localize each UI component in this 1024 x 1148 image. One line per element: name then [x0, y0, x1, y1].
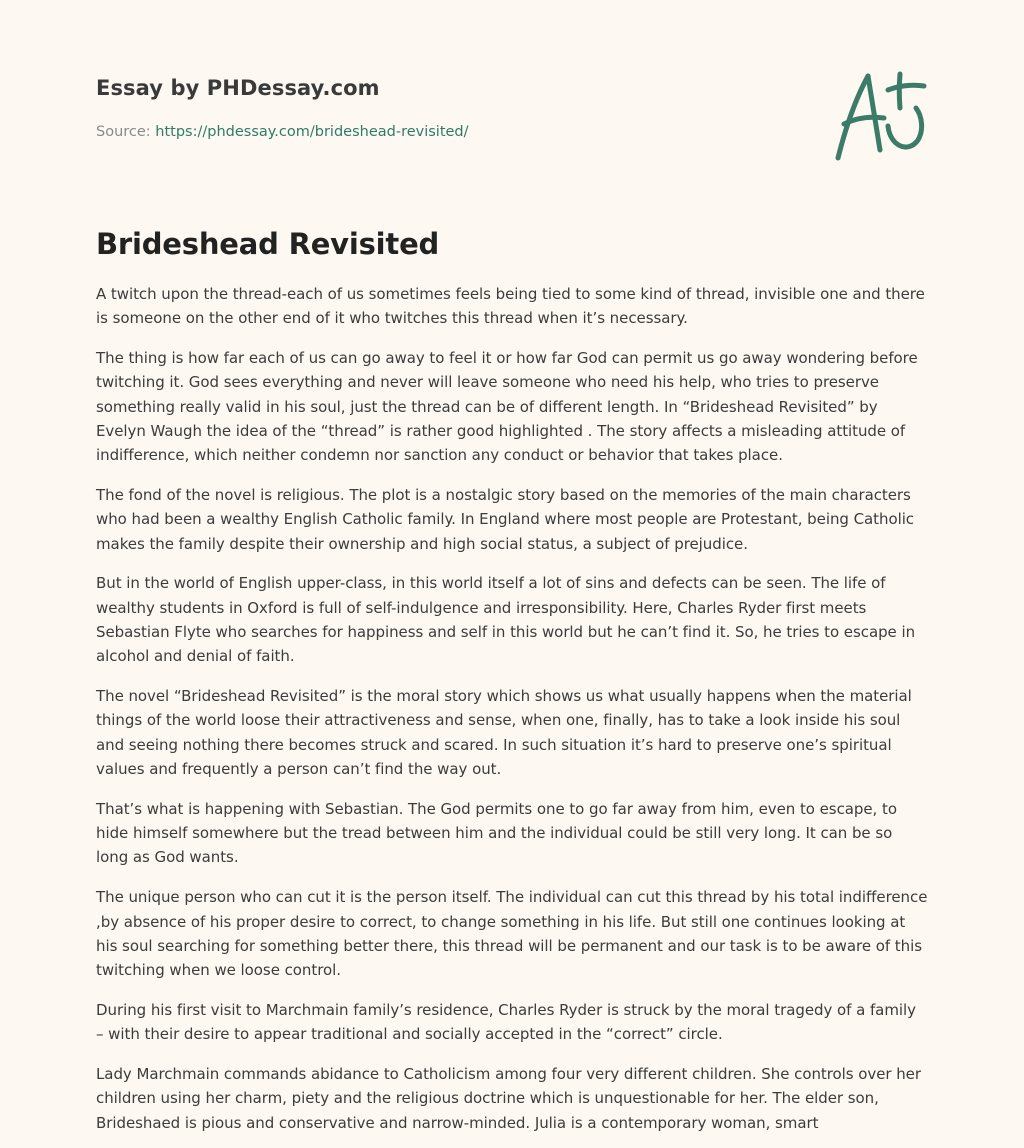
- essay-title: Brideshead Revisited: [96, 227, 440, 261]
- source-label: Source:: [96, 124, 151, 140]
- essay-paragraph: A twitch upon the thread-each of us sometimes feels being tied to some kind of thread, invisible one and there is someone on the other end of it who twitches this thread when it’s necessary.: [96, 285, 925, 328]
- source-line: [96, 124, 469, 140]
- essay-paragraph: The unique person who can cut it is the person itself. The individual can cut this thread by his total indifference ,by absence of his proper desire to correct, to change something in his life. But still one continues looking at his soul searching for something better there, this thread will be permanent and our task is to be aware of this twitching when we loose control.: [96, 888, 928, 980]
- essay-paragraph: During his first visit to Marchmain family’s residence, Charles Ryder is struck by the moral tragedy of a family – with their desire to appear traditional and socially accepted in the “correct” circle.: [96, 1000, 916, 1044]
- page-header: [96, 0, 928, 200]
- essay-paragraph: The fond of the novel is religious. The plot is a nostalgic story based on the memories of the main characters who had been a wealthy English Catholic family. In England where most people are Protestant, being Catholic makes the family despite their ownership and high social status, a subject of prejudice.: [96, 486, 915, 553]
- essay-paragraph: The thing is how far each of us can go away to feel it or how far God can permit us go away wondering before twitching it. God sees everything and never will leave someone who need his help, who tries to preserve something really valid in his soul, just the thread can be of different length. In “Brideshead Revisited” by Evelyn Waugh the idea of the “thread” is rather good highlighted . The story affects a misleading attitude of indifference, which neither condemn nor sanction any conduct or behavior that takes place.: [96, 349, 918, 465]
- site-brand: Essay by PHDessay.com: [96, 76, 380, 100]
- source-link[interactable]: https://phdessay.com/brideshead-revisited/: [155, 124, 469, 140]
- essay-paragraph: But in the world of English upper-class, in this world itself a lot of sins and defects can be seen. The life of wealthy students in Oxford is full of self-indulgence and irresponsibility. Here, Charles Ryder first meets Sebastian Flyte who searches for happiness and self in this world but he can’t find it. So, he tries to escape in alcohol and denial of faith.: [96, 574, 916, 666]
- a-plus-logo-icon: [826, 66, 930, 166]
- essay-paragraph: Lady Marchmain commands abidance to Catholicism among four very different children. She controls over her children using her charm, piety and the religious doctrine which is unquestionable for her. The elder son, Brideshaed is pious and conservative and narrow-minded. Julia is a contemporary woman, smart: [96, 1065, 921, 1132]
- essay-body: [96, 282, 928, 1135]
- essay-paragraph: That’s what is happening with Sebastian. The God permits one to go far away from him, even to escape, to hide himself somewhere but the tread between him and the individual could be still very long. It can be so long as God wants.: [96, 799, 897, 867]
- essay-paragraph: The novel “Brideshead Revisited” is the moral story which shows us what usually happens when the material things of the world loose their attractiveness and sense, when one, finally, has to take a look inside his soul and seeing nothing there becomes struck and scared. In such situation it’s hard to preserve one’s spiritual values and frequently a person can’t find the way out.: [96, 687, 912, 779]
